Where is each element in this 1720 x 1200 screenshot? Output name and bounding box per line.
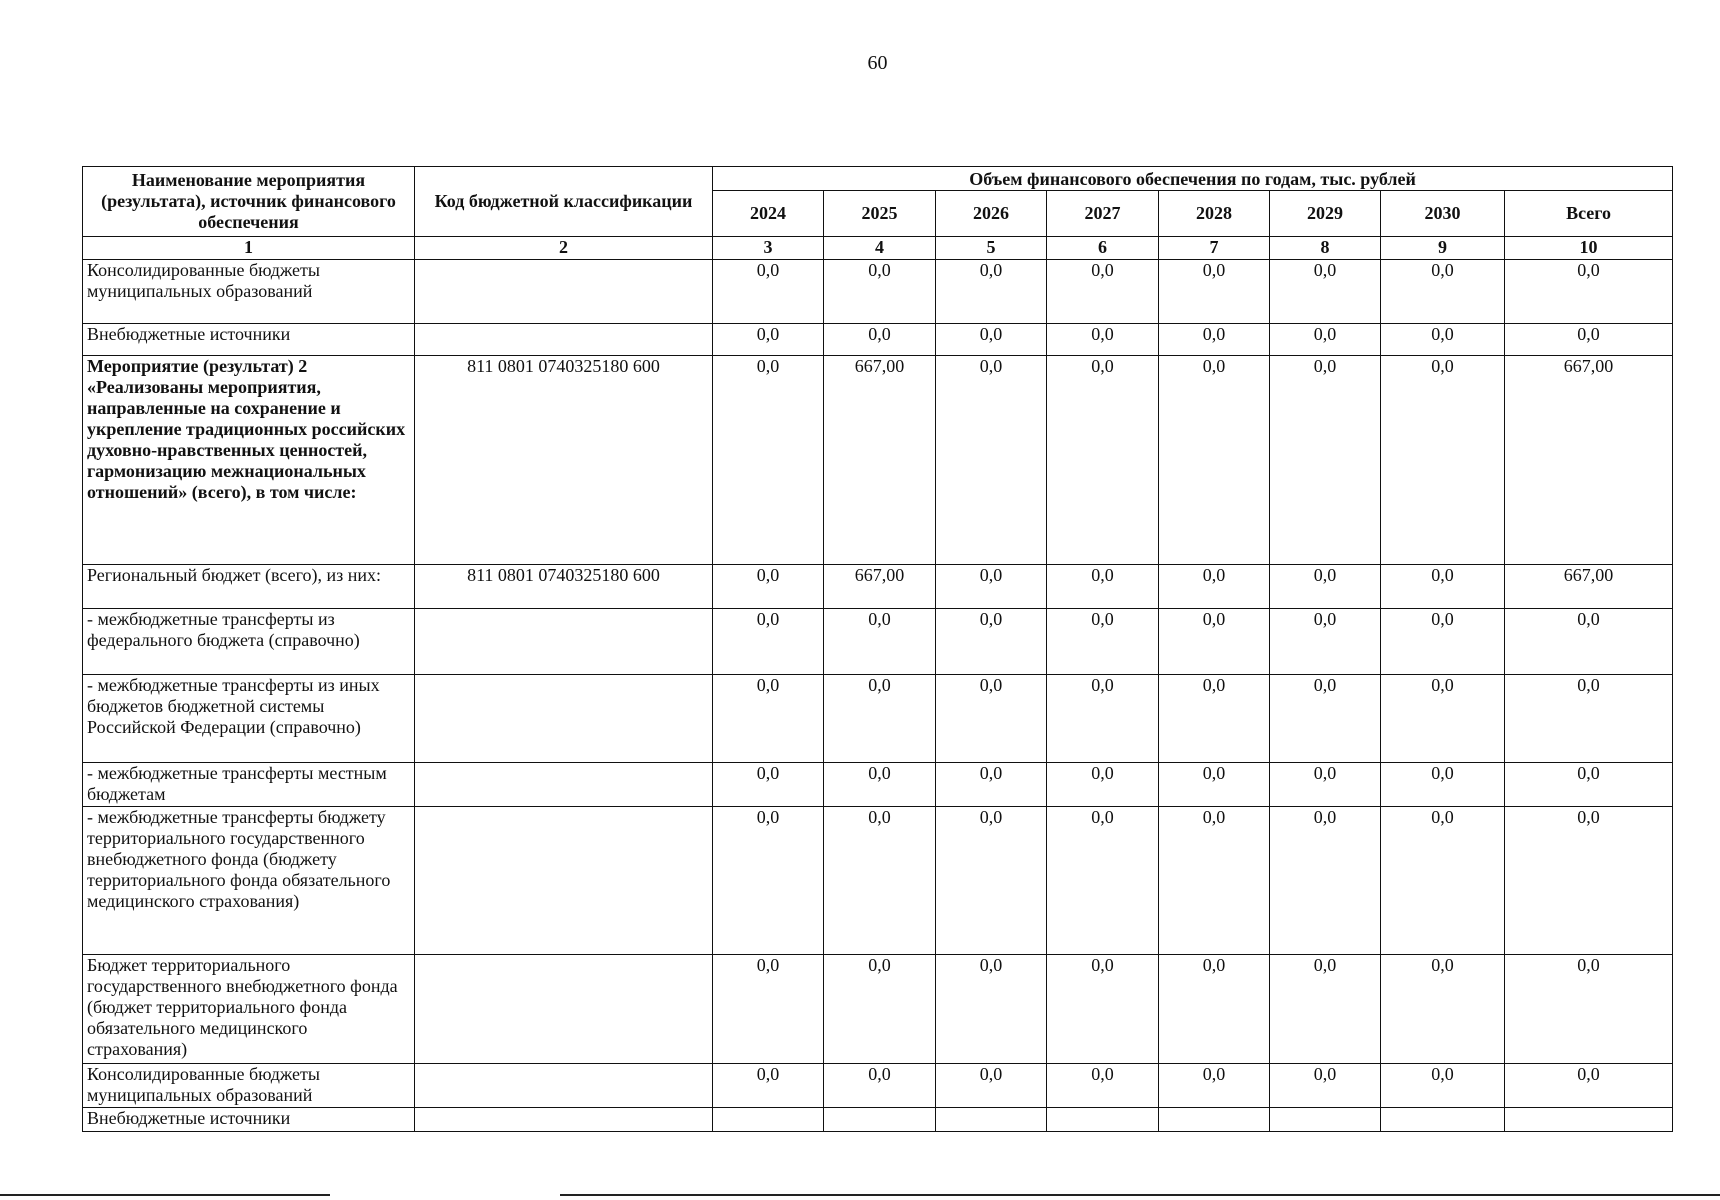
column-number: 6	[1047, 237, 1159, 260]
row-code	[415, 324, 713, 356]
row-total: 0,0	[1505, 260, 1673, 324]
row-value: 0,0	[1381, 609, 1505, 675]
row-value: 0,0	[824, 324, 936, 356]
row-name: - межбюджетные трансферты бюджету территориального государственного внебюджетного фонда (бюджету территориального фонда обязательного медицинского страхования)	[83, 807, 415, 955]
row-value: 0,0	[713, 675, 824, 763]
row-total: 667,00	[1505, 356, 1673, 565]
row-name: - межбюджетные трансферты из иных бюджетов бюджетной системы Российской Федерации (справочно)	[83, 675, 415, 763]
row-value	[936, 1108, 1047, 1132]
table-row	[83, 565, 1673, 609]
row-value: 0,0	[713, 609, 824, 675]
row-value: 0,0	[1047, 565, 1159, 609]
row-value: 0,0	[713, 324, 824, 356]
row-value: 667,00	[824, 565, 936, 609]
column-number: 1	[83, 237, 415, 260]
row-value: 0,0	[1381, 807, 1505, 955]
table-row	[83, 763, 1673, 807]
row-total: 0,0	[1505, 955, 1673, 1064]
row-value: 0,0	[936, 356, 1047, 565]
row-value: 0,0	[1270, 955, 1381, 1064]
row-value: 0,0	[1270, 675, 1381, 763]
row-value: 0,0	[1159, 356, 1270, 565]
row-code	[415, 955, 713, 1064]
row-total: 0,0	[1505, 763, 1673, 807]
row-value: 0,0	[1381, 763, 1505, 807]
row-code: 811 0801 0740325180 600	[415, 565, 713, 609]
row-value: 0,0	[713, 565, 824, 609]
row-name: Консолидированные бюджеты муниципальных образований	[83, 260, 415, 324]
row-value: 0,0	[1159, 260, 1270, 324]
row-value: 0,0	[1047, 356, 1159, 565]
row-total: 0,0	[1505, 807, 1673, 955]
row-value: 0,0	[1159, 609, 1270, 675]
row-value: 0,0	[936, 260, 1047, 324]
row-value: 0,0	[824, 260, 936, 324]
table-row	[83, 955, 1673, 1064]
row-value: 0,0	[936, 565, 1047, 609]
row-value: 0,0	[713, 955, 824, 1064]
row-value: 0,0	[824, 955, 936, 1064]
row-value: 0,0	[1381, 955, 1505, 1064]
table-row	[83, 675, 1673, 763]
row-value: 667,00	[824, 356, 936, 565]
row-value: 0,0	[1270, 807, 1381, 955]
table-row	[83, 1064, 1673, 1108]
row-total: 0,0	[1505, 609, 1673, 675]
row-value: 0,0	[824, 609, 936, 675]
row-value: 0,0	[1381, 565, 1505, 609]
row-code	[415, 260, 713, 324]
row-value: 0,0	[1159, 565, 1270, 609]
row-value: 0,0	[1270, 324, 1381, 356]
column-number: 4	[824, 237, 936, 260]
financing-table	[82, 166, 1673, 1132]
column-number: 7	[1159, 237, 1270, 260]
row-value	[1159, 1108, 1270, 1132]
table-row	[83, 356, 1673, 565]
row-name: Бюджет территориального государственного внебюджетного фонда (бюджет территориального фонда обязательного медицинского страхования)	[83, 955, 415, 1064]
row-value: 0,0	[1047, 955, 1159, 1064]
header-year: 2026	[936, 191, 1047, 237]
row-code: 811 0801 0740325180 600	[415, 356, 713, 565]
row-value: 0,0	[1159, 1064, 1270, 1108]
row-code	[415, 1108, 713, 1132]
page-number: 60	[867, 52, 888, 74]
header-year: 2027	[1047, 191, 1159, 237]
row-value: 0,0	[713, 356, 824, 565]
row-value: 0,0	[1047, 609, 1159, 675]
row-value: 0,0	[1270, 565, 1381, 609]
row-value: 0,0	[1159, 955, 1270, 1064]
row-value: 0,0	[936, 955, 1047, 1064]
row-value	[824, 1108, 936, 1132]
header-year: 2030	[1381, 191, 1505, 237]
row-value: 0,0	[824, 763, 936, 807]
table-row	[83, 1108, 1673, 1132]
row-name: Внебюджетные источники	[83, 1108, 415, 1132]
header-year: 2025	[824, 191, 936, 237]
row-total	[1505, 1108, 1673, 1132]
header-total: Всего	[1505, 191, 1673, 237]
column-number: 8	[1270, 237, 1381, 260]
scan-edge-line-left	[0, 1194, 330, 1196]
column-number: 2	[415, 237, 713, 260]
row-value: 0,0	[713, 763, 824, 807]
row-value: 0,0	[1047, 324, 1159, 356]
table-row	[83, 324, 1673, 356]
header-year: 2028	[1159, 191, 1270, 237]
row-value	[1270, 1108, 1381, 1132]
row-code	[415, 675, 713, 763]
row-value: 0,0	[1159, 675, 1270, 763]
row-value: 0,0	[936, 807, 1047, 955]
row-total: 0,0	[1505, 324, 1673, 356]
row-total: 667,00	[1505, 565, 1673, 609]
header-year: 2024	[713, 191, 824, 237]
row-value: 0,0	[936, 763, 1047, 807]
header-year: 2029	[1270, 191, 1381, 237]
row-value: 0,0	[1270, 763, 1381, 807]
row-value	[1047, 1108, 1159, 1132]
row-value: 0,0	[1047, 807, 1159, 955]
row-value: 0,0	[1047, 1064, 1159, 1108]
row-total: 0,0	[1505, 1064, 1673, 1108]
scan-edge-line-right	[560, 1194, 1720, 1196]
column-number-row	[83, 237, 1673, 260]
row-value: 0,0	[1381, 675, 1505, 763]
column-number: 10	[1505, 237, 1673, 260]
row-name: Мероприятие (результат) 2 «Реализованы мероприятия, направленные на сохранение и укрепление традиционных российских духовно-нравственных ценностей, гармонизацию межнациональных отношений» (всего), в том числе:	[83, 356, 415, 565]
row-value: 0,0	[824, 1064, 936, 1108]
column-number: 3	[713, 237, 824, 260]
row-total: 0,0	[1505, 675, 1673, 763]
table-row	[83, 260, 1673, 324]
row-value: 0,0	[1381, 260, 1505, 324]
row-value	[713, 1108, 824, 1132]
row-value	[1381, 1108, 1505, 1132]
row-value: 0,0	[936, 324, 1047, 356]
row-value: 0,0	[1270, 1064, 1381, 1108]
row-value: 0,0	[1270, 356, 1381, 565]
row-value: 0,0	[936, 1064, 1047, 1108]
row-value: 0,0	[1381, 324, 1505, 356]
row-value: 0,0	[1381, 356, 1505, 565]
row-value: 0,0	[1159, 807, 1270, 955]
row-value: 0,0	[936, 609, 1047, 675]
header-code-column: Код бюджетной классификации	[415, 167, 713, 237]
row-value: 0,0	[1381, 1064, 1505, 1108]
column-number: 9	[1381, 237, 1505, 260]
table-row	[83, 609, 1673, 675]
row-value: 0,0	[1047, 260, 1159, 324]
row-name: - межбюджетные трансферты местным бюджетам	[83, 763, 415, 807]
row-value: 0,0	[1159, 763, 1270, 807]
row-code	[415, 763, 713, 807]
column-number: 5	[936, 237, 1047, 260]
row-name: Региональный бюджет (всего), из них:	[83, 565, 415, 609]
row-value: 0,0	[1047, 763, 1159, 807]
row-code	[415, 609, 713, 675]
row-name: Консолидированные бюджеты муниципальных образований	[83, 1064, 415, 1108]
header-volume-group: Объем финансового обеспечения по годам, тыс. рублей	[713, 167, 1673, 191]
header-name-column: Наименование мероприятия (результата), источник финансового обеспечения	[83, 167, 415, 237]
table-row	[83, 807, 1673, 955]
row-value: 0,0	[1047, 675, 1159, 763]
row-value: 0,0	[713, 260, 824, 324]
row-value: 0,0	[1270, 260, 1381, 324]
row-name: Внебюджетные источники	[83, 324, 415, 356]
row-value: 0,0	[1159, 324, 1270, 356]
row-value: 0,0	[713, 807, 824, 955]
row-name: - межбюджетные трансферты из федерального бюджета (справочно)	[83, 609, 415, 675]
row-value: 0,0	[713, 1064, 824, 1108]
row-code	[415, 807, 713, 955]
row-value: 0,0	[936, 675, 1047, 763]
row-value: 0,0	[824, 675, 936, 763]
row-code	[415, 1064, 713, 1108]
row-value: 0,0	[1270, 609, 1381, 675]
row-value: 0,0	[824, 807, 936, 955]
